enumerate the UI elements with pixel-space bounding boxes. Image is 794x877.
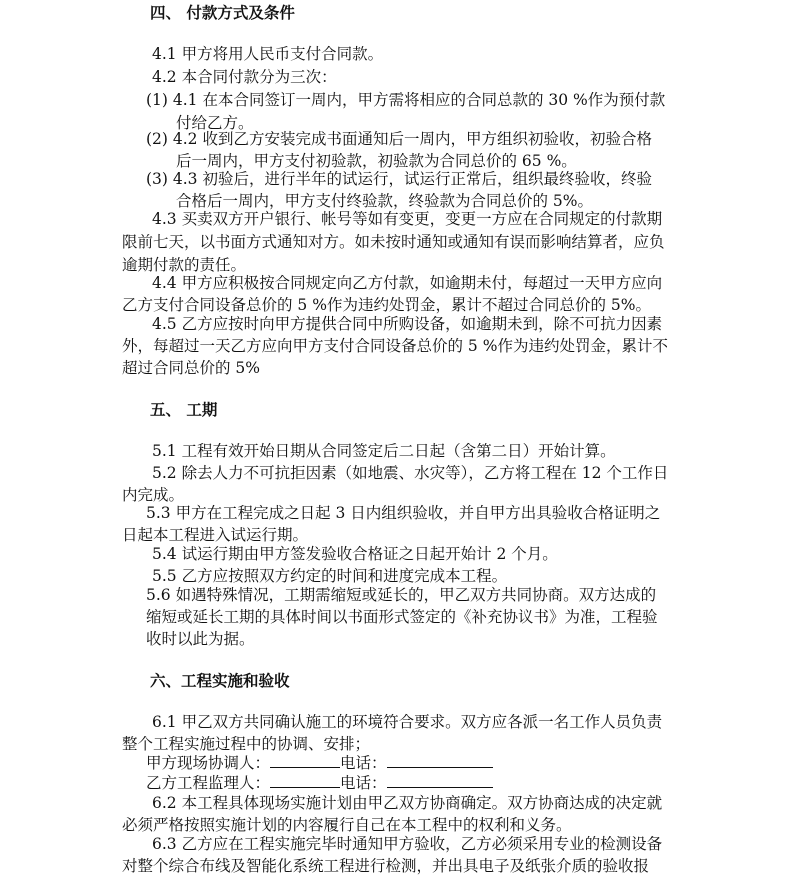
clause-4-2-3-cont: 合格后一周内，甲方支付终验款，终验款为合同总价的 5%。 [176, 192, 594, 210]
party-a-phone-blank[interactable] [387, 752, 493, 768]
clause-4-4-cont: 乙方支付合同设备总价的 5 %作为违约处罚金，累计不超过合同总价的 5%。 [122, 296, 651, 314]
clause-4-2-2: (2) 4.2 收到乙方安装完成书面通知后一周内，甲方组织初验收，初验合格 [146, 130, 652, 148]
party-a-coordinator-blank[interactable] [270, 752, 340, 768]
clause-5-2-cont: 内完成。 [122, 486, 185, 504]
clause-4-5: 4.5 乙方应按时向甲方提供合同中所购设备，如逾期未到，除不可抗力因素 [152, 315, 663, 333]
clause-6-3: 6.3 乙方应在工程实施完毕时通知甲方验收，乙方必须采用专业的检测设备 [152, 835, 663, 853]
section-5-heading: 五、 工期 [150, 401, 218, 419]
party-a-coordinator-label: 甲方现场协调人： [146, 754, 271, 772]
clause-6-2: 6.2 本工程具体现场实施计划由甲乙双方协商确定。双方协商达成的决定就 [152, 794, 663, 812]
clause-5-2: 5.2 除去人力不可抗拒因素（如地震、水灾等），乙方将工程在 12 个工作日 [152, 464, 669, 482]
clause-6-1: 6.1 甲乙双方共同确认施工的环境符合要求。双方应各派一名工作人员负责 [152, 713, 663, 731]
section-6-heading: 六、工程实施和验收 [150, 672, 290, 690]
clause-5-6: 5.6 如遇特殊情况，工期需缩短或延长的，甲乙双方共同协商。双方达成的 [146, 586, 657, 604]
clause-4-2-2-cont: 后一周内，甲方支付初验款，初验款为合同总价的 65 %。 [176, 152, 577, 170]
party-a-phone-label: 电话： [340, 754, 387, 772]
party-b-supervisor-label: 乙方工程监理人： [146, 774, 271, 792]
clause-4-2-1-cont: 付给乙方。 [176, 114, 254, 132]
clause-5-3: 5.3 甲方在工程完成之日起 3 日内组织验收，并自甲方出具验收合格证明之 [146, 504, 661, 522]
clause-4-5-cont1: 外，每超过一天乙方应向甲方支付合同设备总价的 5 %作为违约处罚金，累计不 [122, 337, 668, 355]
clause-6-1-cont: 整个工程实施过程中的协调、安排； [122, 735, 371, 753]
clause-6-3-cont: 对整个综合布线及智能化系统工程进行检测，并出具电子及纸张介质的验收报 [122, 857, 650, 875]
clause-6-2-cont: 必须严格按照实施计划的内容履行自己在本工程中的权利和义务。 [122, 816, 572, 834]
clause-4-5-cont2: 超过合同总价的 5% [122, 359, 261, 377]
clause-4-3-cont1: 限前七天，以书面方式通知对方。如未按时通知或通知有误而影响结算者，应负 [122, 233, 665, 251]
party-b-supervisor-row [146, 772, 493, 794]
clause-4-3-cont2: 逾期付款的责任。 [122, 256, 247, 274]
clause-5-5: 5.5 乙方应按照双方约定的时间和进度完成本工程。 [152, 567, 508, 585]
clause-4-2-3: (3) 4.3 初验后，进行半年的试运行，试运行正常后，组织最终验收，终验 [146, 170, 652, 188]
clause-5-6-cont1: 缩短或延长工期的具体时间以书面形式签定的《补充协议书》为准，工程验 [146, 608, 658, 626]
clause-4-3: 4.3 买卖双方开户银行、帐号等如有变更，变更一方应在合同规定的付款期 [152, 210, 663, 228]
party-b-supervisor-blank[interactable] [270, 772, 340, 788]
party-b-phone-label: 电话： [340, 774, 387, 792]
clause-5-3-cont: 日起本工程进入试运行期。 [122, 526, 309, 544]
clause-5-1: 5.1 工程有效开始日期从合同签定后二日起（含第二日）开始计算。 [152, 442, 616, 460]
party-b-phone-blank[interactable] [387, 772, 493, 788]
clause-5-6-cont2: 收时以此为据。 [146, 630, 255, 648]
clause-5-4: 5.4 试运行期由甲方签发验收合格证之日起开始计 2 个月。 [152, 545, 558, 563]
clause-4-4: 4.4 甲方应积极按合同规定向乙方付款，如逾期未付，每超过一天甲方应向 [152, 274, 663, 292]
section-4-heading: 四、 付款方式及条件 [150, 4, 295, 22]
clause-4-1: 4.1 甲方将用人民币支付合同款。 [152, 45, 384, 63]
clause-4-2: 4.2 本合同付款分为三次： [152, 68, 337, 86]
party-a-coordinator-row [146, 752, 493, 774]
clause-4-2-1: (1) 4.1 在本合同签订一周内，甲方需将相应的合同总款的 30 %作为预付款 [146, 91, 666, 109]
